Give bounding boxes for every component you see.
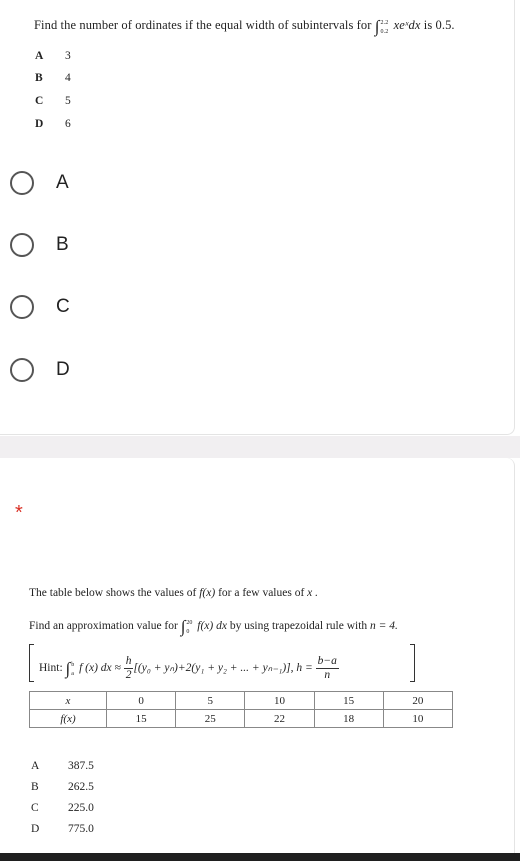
table-row	[30, 710, 453, 728]
table-row	[30, 692, 453, 710]
n-value: n = 4.	[370, 620, 398, 632]
question-2-line-1	[29, 587, 318, 599]
integral-lower: a	[71, 671, 74, 678]
radio-choice-d[interactable]	[10, 355, 70, 385]
option-letter: D	[35, 118, 44, 130]
answer-row	[31, 823, 94, 835]
radio-choice-b[interactable]	[10, 230, 69, 260]
hint-bracket-left	[29, 644, 34, 682]
required-marker: *	[15, 502, 23, 524]
option-row	[35, 50, 71, 62]
answer-value: 775.0	[68, 823, 94, 835]
table-cell: 10	[383, 710, 452, 728]
answer-row	[31, 760, 94, 772]
fraction-numerator: h	[125, 655, 132, 667]
option-row	[35, 95, 71, 107]
table-cell: 15	[314, 692, 383, 710]
radio-label: C	[56, 296, 70, 317]
answer-value: 262.5	[68, 781, 94, 793]
radio-button[interactable]	[10, 233, 34, 257]
hint-rhs: [(y₀ + yₙ)+2(y₁ + y₂ + ... + yₙ₋₁)],	[133, 662, 294, 675]
option-value: 4	[65, 72, 71, 84]
answer-letter: B	[31, 781, 39, 793]
integral-limits	[381, 19, 389, 37]
fraction-denominator: n	[324, 669, 331, 681]
table-cell: 18	[314, 710, 383, 728]
card-separator	[0, 436, 520, 458]
option-row	[35, 118, 71, 130]
integral-lower: 0	[186, 629, 190, 635]
option-value: 6	[65, 118, 71, 130]
table-cell: 5	[176, 692, 245, 710]
function-label: f(x)	[199, 587, 216, 599]
hint-h: h =	[296, 662, 313, 675]
values-table	[29, 691, 453, 728]
option-letter: C	[35, 95, 44, 107]
radio-label: B	[56, 234, 69, 255]
radio-choice-a[interactable]	[10, 168, 69, 198]
radio-choice-c[interactable]	[10, 292, 70, 322]
integral-sign: ∫	[180, 617, 186, 636]
table-header-fx: f(x)	[30, 710, 107, 728]
radio-button[interactable]	[10, 171, 34, 195]
integral-sign: ∫	[65, 659, 71, 679]
integral-sign: ∫	[374, 17, 380, 36]
hint-formula	[39, 655, 339, 682]
question-1-suffix: is 0.5.	[423, 18, 455, 32]
integral-upper: 20	[186, 620, 193, 626]
option-letter: A	[35, 50, 44, 62]
radio-label: A	[56, 172, 69, 193]
fraction-b-a-n	[316, 655, 339, 682]
option-letter: B	[35, 72, 43, 84]
table-cell: 25	[176, 710, 245, 728]
hint-label: Hint:	[39, 662, 63, 675]
text: for a few values of	[218, 587, 305, 599]
answer-row	[31, 781, 94, 793]
integral-upper: b	[71, 662, 75, 669]
answer-letter: D	[31, 823, 40, 835]
question-2-line-2	[29, 617, 398, 637]
option-value: 5	[65, 95, 71, 107]
question-1-prefix: Find the number of ordinates if the equal width of subintervals for	[34, 18, 372, 32]
fraction-denominator: 2	[125, 669, 132, 681]
option-row	[35, 72, 71, 84]
text: The table below shows the values of	[29, 587, 197, 599]
fraction-h-2	[124, 655, 134, 682]
radio-label: D	[56, 359, 70, 380]
table-cell: 10	[245, 692, 314, 710]
integral-limits	[186, 619, 192, 637]
table-cell: 20	[383, 692, 452, 710]
hint-lhs: f (x) dx ≈	[79, 662, 121, 675]
text: Find an approximation value for	[29, 620, 178, 632]
integral-lower: 0.2	[380, 29, 389, 35]
table-cell: 0	[107, 692, 176, 710]
answer-value: 225.0	[68, 802, 94, 814]
variable-label: x .	[307, 587, 319, 599]
radio-button[interactable]	[10, 358, 34, 382]
table-header-x: x	[30, 692, 107, 710]
answer-value: 387.5	[68, 760, 94, 772]
option-value: 3	[65, 50, 71, 62]
integrand: f(x) dx	[197, 620, 227, 632]
table-cell: 15	[107, 710, 176, 728]
question-1-text	[34, 17, 455, 37]
integral-limits	[71, 661, 74, 679]
answer-row	[31, 802, 94, 814]
hint-box	[29, 644, 415, 684]
radio-button[interactable]	[10, 295, 34, 319]
table-cell: 22	[245, 710, 314, 728]
integral-upper: 2.2	[380, 20, 389, 26]
bottom-bar	[0, 853, 520, 861]
hint-bracket-right	[410, 644, 415, 682]
answer-letter: C	[31, 802, 39, 814]
text: by using trapezoidal rule with	[229, 620, 368, 632]
answer-letter: A	[31, 760, 40, 772]
integrand: xeˣdx	[393, 18, 421, 32]
fraction-numerator: b−a	[317, 655, 337, 667]
